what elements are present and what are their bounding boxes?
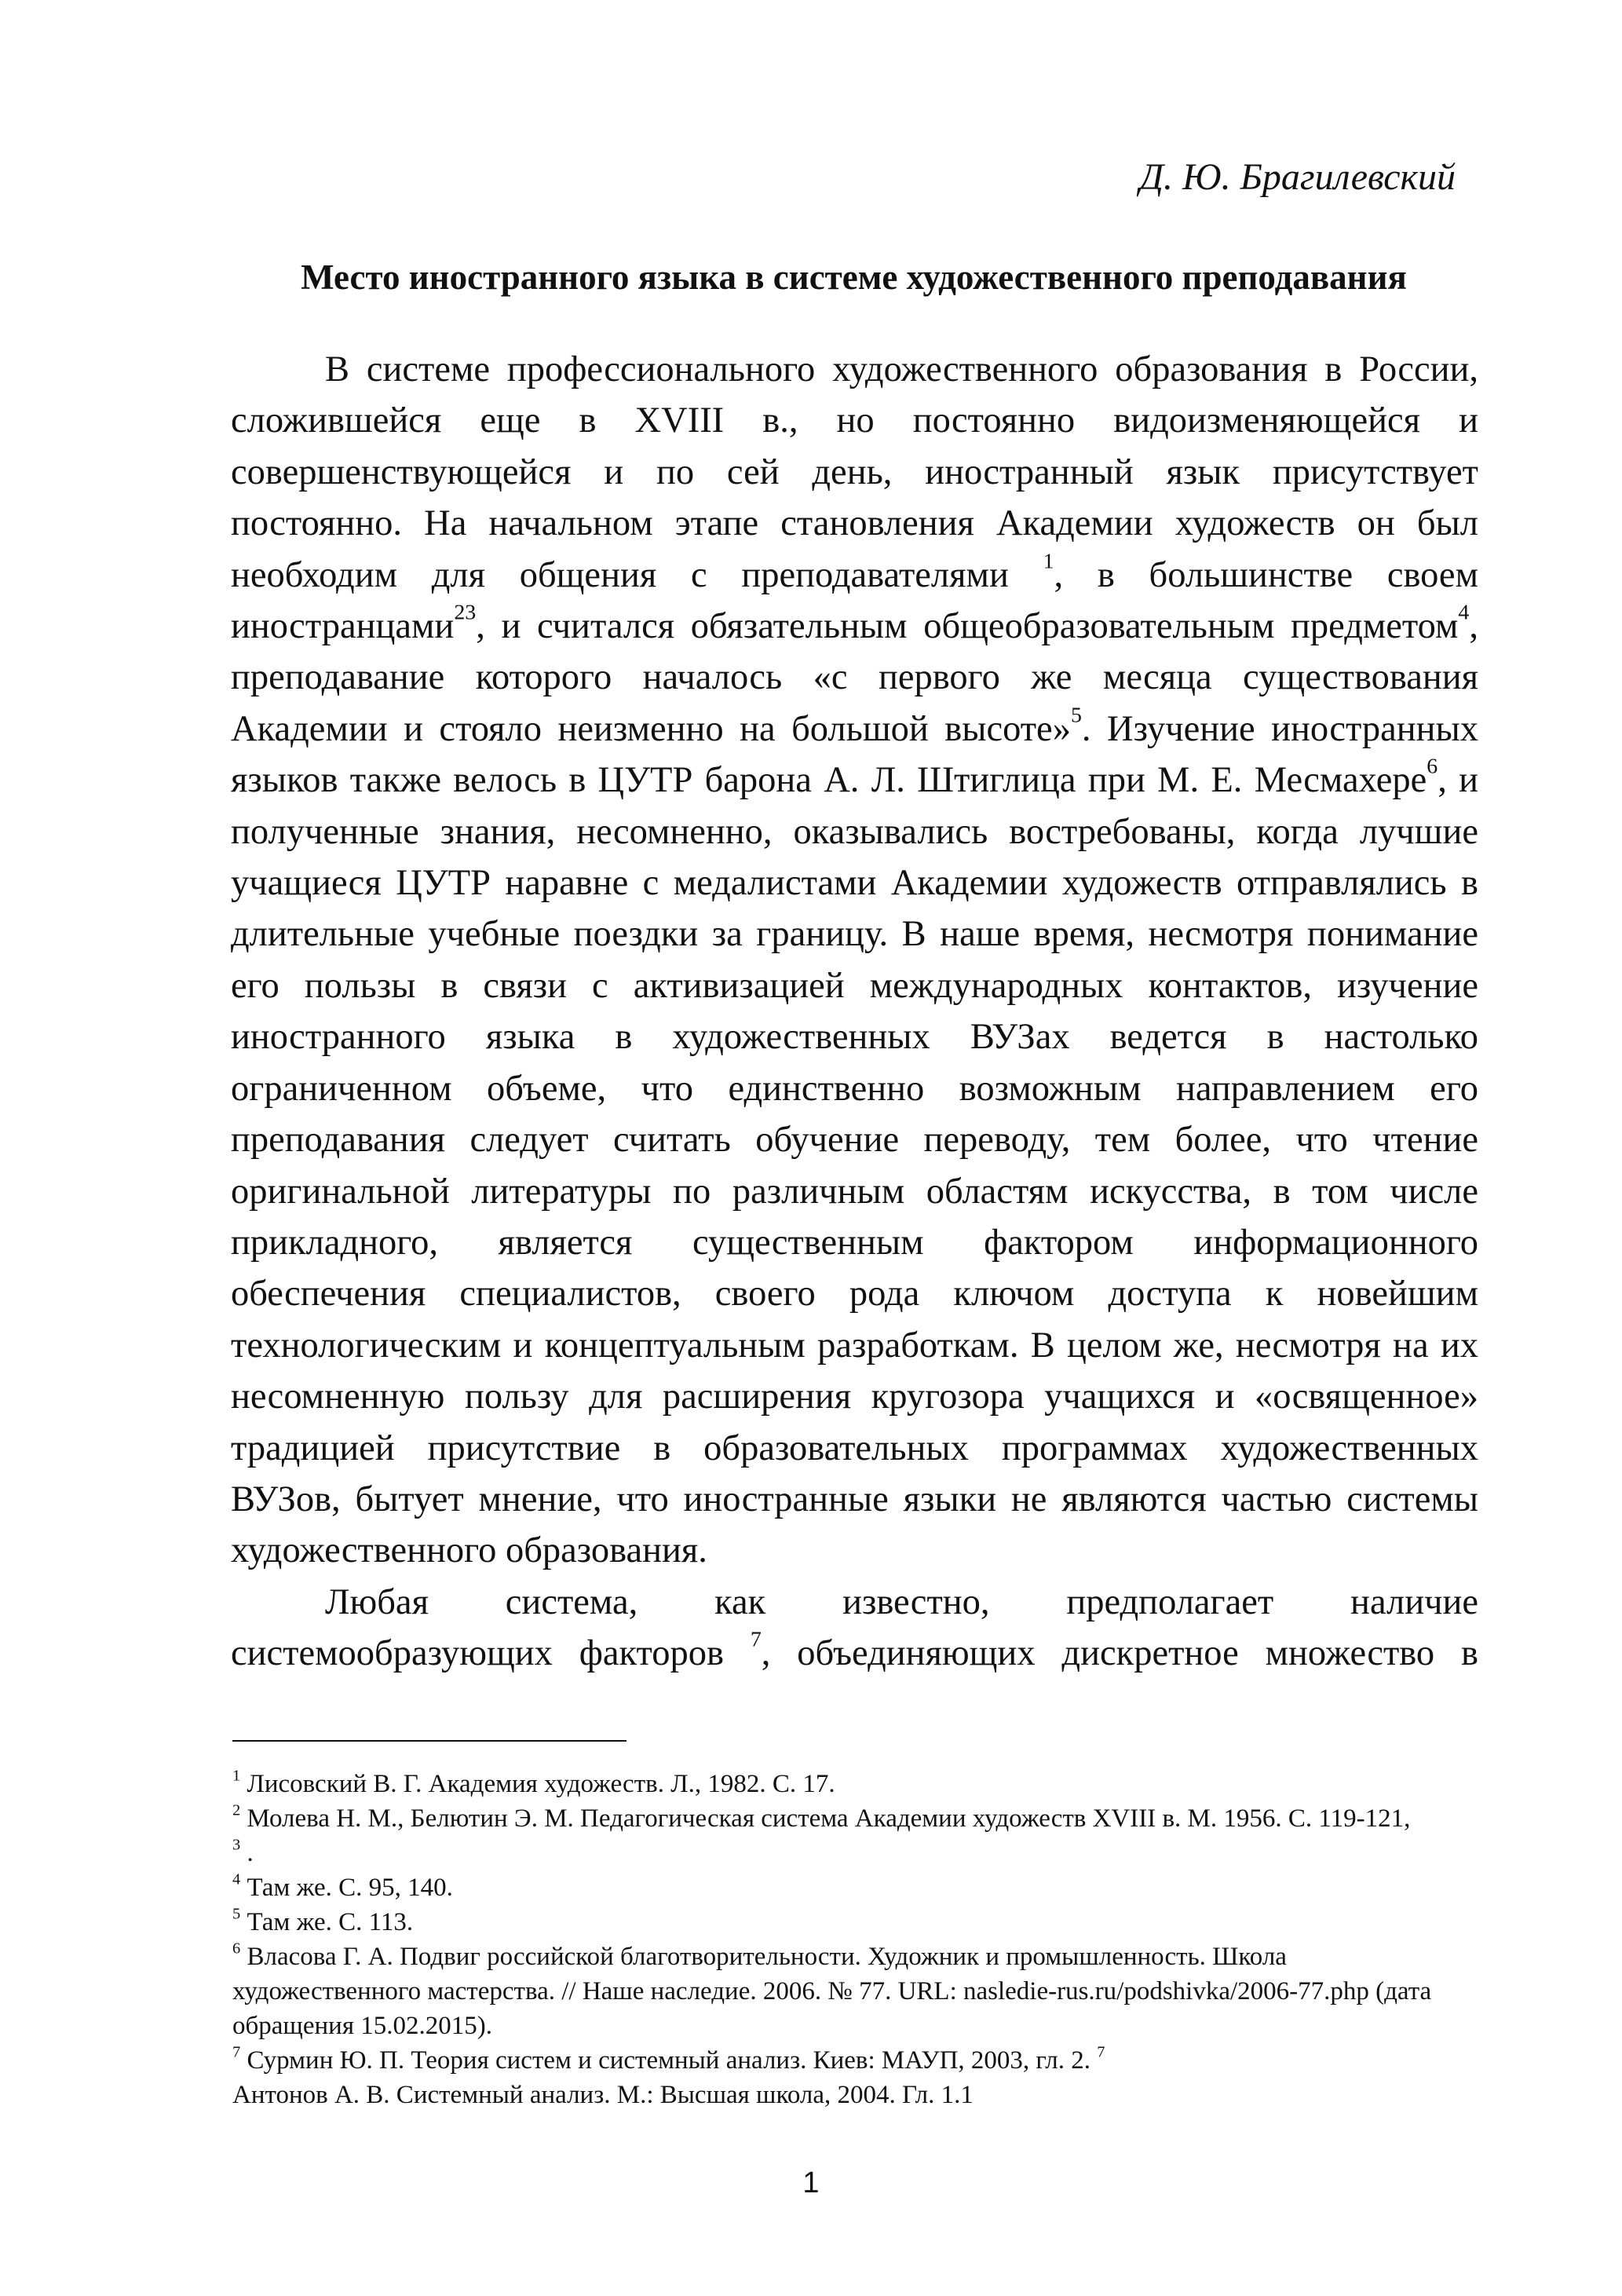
footnote-ref: 7 — [750, 1627, 762, 1652]
text-line: его пользы в связи с активизацией международных контактов, изучение — [231, 965, 1478, 1006]
footnote-item: $^3$ . — [232, 1836, 254, 1867]
text-line: несомненную пользу для расширения кругозора учащихся и «освященное» — [231, 1377, 1478, 1417]
text-line: иностранного языка в художественных ВУЗах ведется в настолько — [231, 1017, 1478, 1058]
text-line: Любая система, как известно, предполагает наличие — [325, 1581, 1478, 1622]
paragraph-1 — [231, 344, 1478, 1577]
footnote-ref: 4 — [1458, 600, 1470, 625]
text-line: сложившейся еще в XVIII в., но постоянно видоизменяющейся и — [231, 400, 1478, 441]
footnote-ref: 1 — [1043, 548, 1054, 573]
footnote-item: $^4$ Там же. С. 95, 140. — [232, 1870, 453, 1902]
text-line: преподавания следует считать обучение переводу, тем более, что чтение — [231, 1120, 1478, 1161]
text-line: художественного образования. — [231, 1530, 707, 1571]
text-line: системообразующих факторов $^7$, объединяющих дискретное множество в — [231, 1627, 1478, 1674]
text-line: постоянно. На начальном этапе становления Академии художеств он был — [231, 503, 1478, 544]
text-line: преподавание которого началось «с первого же месяца существования — [231, 657, 1478, 698]
text-line: совершенствующейся и по сей день, иностранный язык присутствует — [231, 452, 1478, 492]
footnote-separator — [232, 1740, 627, 1742]
article-body — [231, 344, 1478, 1680]
text-line: оригинальной литературы по различным областям искусства, в том числе — [231, 1171, 1478, 1212]
text-line: традицией присутствие в образовательных программах художественных — [231, 1428, 1478, 1468]
footnote-item: $^7$ Сурмин Ю. П. Теория систем и системный анализ. Киев: МАУП, 2003, гл. 2. $^7$ — [232, 2043, 1105, 2075]
text-line: Академии и стояло неизменно на большой высоте»$^5$. Изучение иностранных — [231, 703, 1478, 749]
author-name: Д. Ю. Брагилевский — [1139, 156, 1456, 198]
footnote-ref: 6 — [1427, 754, 1438, 779]
text-line: прикладного, является существенным фактором информационного — [231, 1222, 1478, 1263]
text-line: иностранцами$^{23}$, и считался обязательным общеобразовательным предметом$^4$, — [231, 600, 1478, 647]
footnote-item: $^2$ Молева Н. М., Белютин Э. М. Педагогическая система Академии художеств XVIII в. М. 1956. С. 119-121, — [232, 1801, 1411, 1833]
footnote-continuation: Антонов А. В. Системный анализ. М.: Высшая школа, 2004. Гл. 1.1 — [232, 2081, 974, 2109]
text-line: В системе профессионального художественного образования в России, — [325, 349, 1478, 389]
text-line: необходим для общения с преподавателями $^1$, в большинстве своем — [231, 548, 1478, 595]
text-line: полученные знания, несомненно, оказывались востребованы, когда лучшие — [231, 811, 1478, 852]
text-line: длительные учебные поездки за границу. В наше время, несмотря понимание — [231, 914, 1478, 955]
footnotes — [232, 1767, 1478, 2112]
text-line: обеспечения специалистов, своего рода ключом доступа к новейшим — [231, 1274, 1478, 1314]
footnote-ref: 23 — [454, 600, 477, 625]
footnote-item: $^5$ Там же. С. 113. — [232, 1905, 414, 1936]
text-line: учащиеся ЦУТР наравне с медалистами Академии художеств отправлялись в — [231, 863, 1478, 904]
text-line: технологическим и концептуальным разработкам. В целом же, несмотря на их — [231, 1325, 1478, 1366]
text-line: ограниченном объеме, что единственно возможным направлением его — [231, 1068, 1478, 1109]
paragraph-2 — [231, 1577, 1478, 1680]
footnote-item: $^6$ Власова Г. А. Подвиг российской благотворительности. Художник и промышленность. Школа художественного мастерства. // Наше наследие. 2006. № 77. URL: nasledie-rus.ru/podshivka/2006-77.php (дата обращения 15.02.2015). — [232, 1940, 1432, 2040]
text-line: языков также велось в ЦУТР барона А. Л. Штиглица при М. Е. Месмахере$^6$, и — [231, 754, 1478, 801]
article-title: Место иностранного языка в системе художественного преподавания — [301, 258, 1407, 297]
footnote-item: $^1$ Лисовский В. Г. Академия художеств. Л., 1982. С. 17. — [232, 1767, 835, 1798]
page-number: 1 — [802, 2166, 820, 2199]
text-line: ВУЗов, бытует мнение, что иностранные языки не являются частью системы — [231, 1479, 1478, 1519]
footnote-ref: 5 — [1070, 703, 1082, 728]
